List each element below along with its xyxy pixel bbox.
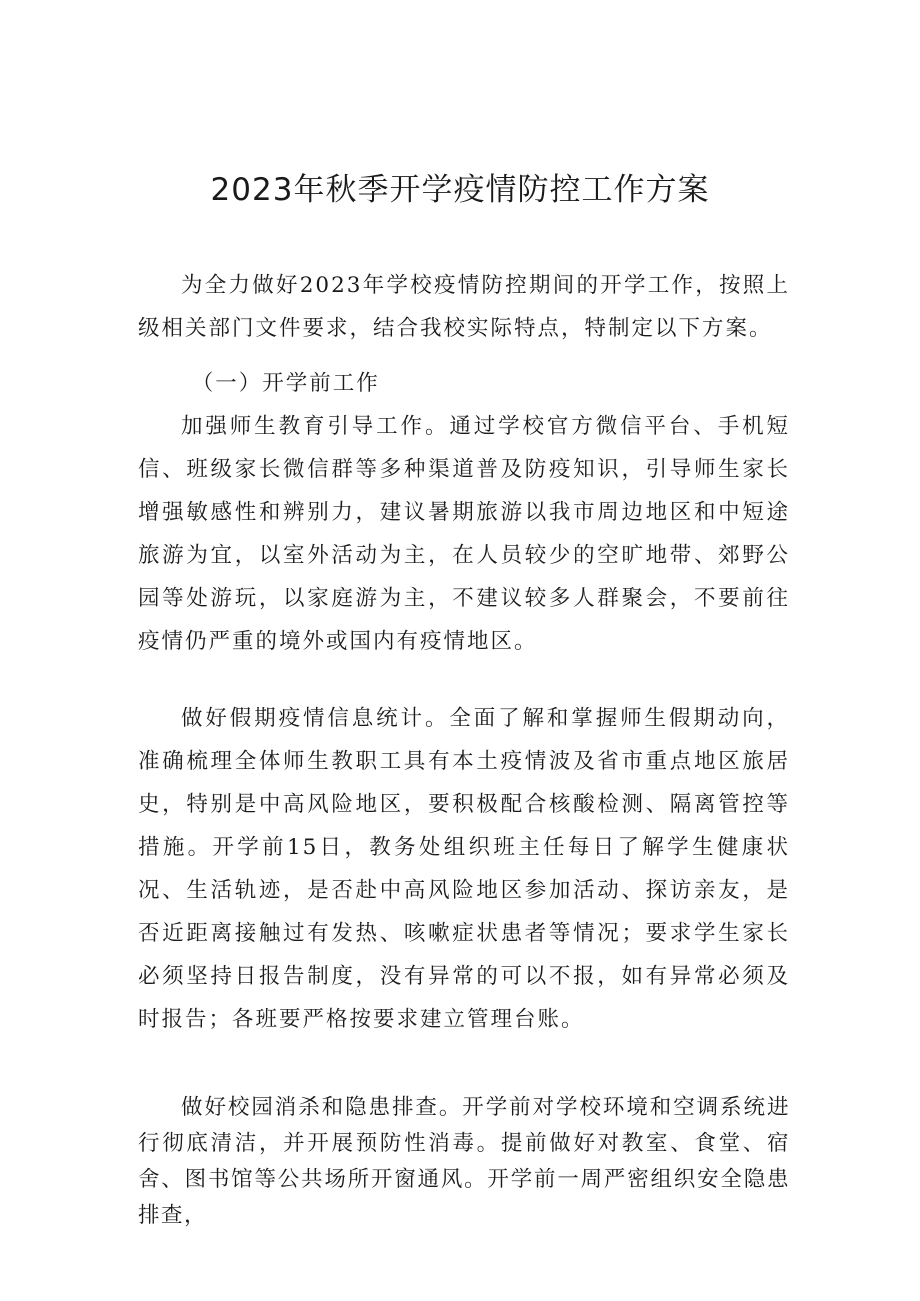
paragraph-block-1 bbox=[138, 405, 790, 663]
intro-block bbox=[138, 264, 790, 350]
section-heading: （一）开学前工作 bbox=[191, 371, 380, 396]
paragraph-block-3 bbox=[138, 1090, 790, 1234]
paragraph-education-guidance: 加强师生教育引导工作。通过学校官方微信平台、手机短信、班级家长微信群等多种渠道普及防疫知识，引导师生家长增强敏感性和辨别力，建议暑期旅游以我市周边地区和中短途旅游为宜，以室外活动为主，在人员较少的空旷地带、郊野公园等处游玩，以家庭游为主，不建议较多人群聚会，不要前往疫情仍严重的境外或国内有疫情地区。 bbox=[138, 414, 790, 654]
paragraph-holiday-statistics: 做好假期疫情信息统计。全面了解和掌握师生假期动向，准确梳理全体师生教职工具有本土疫情波及省市重点地区旅居史，特别是中高风险地区，要积极配合核酸检测、隔离管控等措施。开学前15日，教务处组织班主任每日了解学生健康状况、生活轨迹，是否赴中高风险地区参加活动、探访亲友，是否近距离接触过有发热、咳嗽症状患者等情况；要求学生家长必须坚持日报告制度，没有异常的可以不报，如有异常必须及时报告；各班要严格按要求建立管理台账。 bbox=[138, 706, 790, 1032]
paragraph-block-2 bbox=[138, 697, 790, 1041]
section-heading-block bbox=[138, 362, 790, 405]
intro-paragraph: 为全力做好2023年学校疫情防控期间的开学工作，按照上级相关部门文件要求，结合我校实际特点，特制定以下方案。 bbox=[138, 273, 790, 341]
paragraph-campus-disinfection: 做好校园消杀和隐患排查。开学前对学校环境和空调系统进行彻底清洁，并开展预防性消毒。提前做好对教室、食堂、宿舍、图书馆等公共场所开窗通风。开学前一周严密组织安全隐患排查， bbox=[138, 1095, 790, 1228]
document-title: 2023年秋季开学疫情防控工作方案 bbox=[210, 172, 710, 208]
